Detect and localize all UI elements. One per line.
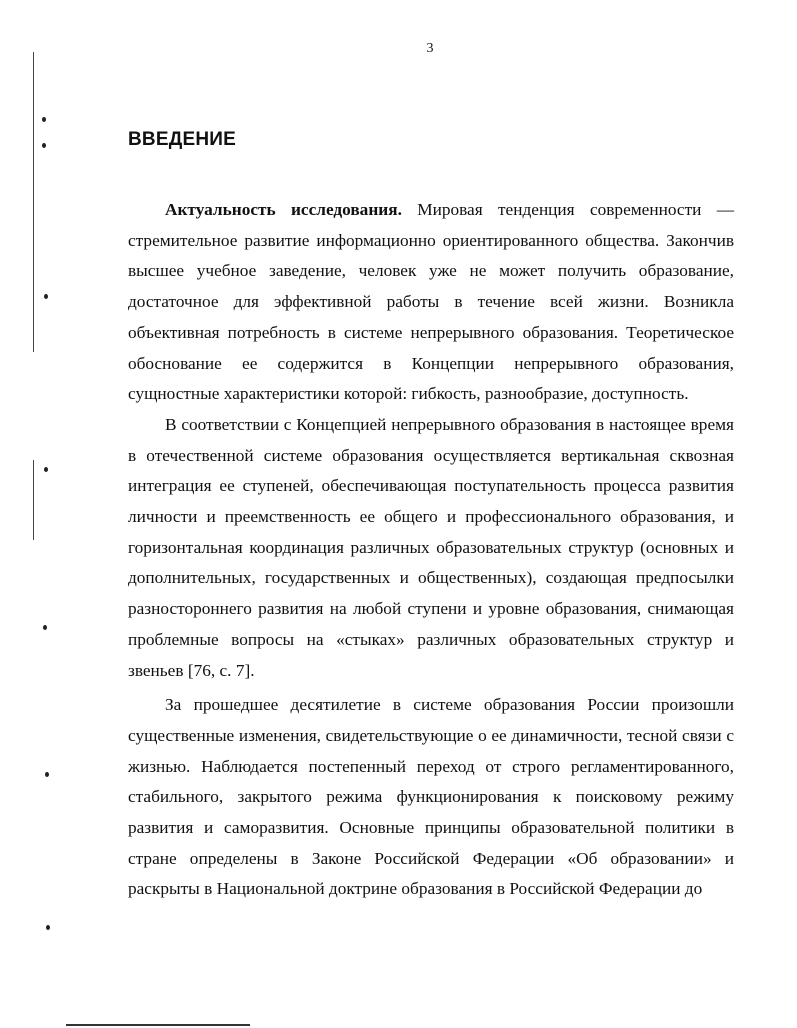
scan-dot <box>42 117 46 122</box>
paragraph-text: Мировая тенденция современности — стремительное развитие информационно ориентированного общества. Закончив высшее учебное заведение, человек уже не может получить образование, достаточное для эффективной работы в течение всей жизни. Возникла объективная потребность в системе непрерывного образования. Теоретическое обоснование ее содержится в Концепции непрерывного образования, сущностные характеристики которой: гибкость, разнообразие, доступность. <box>128 200 734 404</box>
paragraph-1 <box>128 195 734 410</box>
scan-margin-line <box>33 52 34 352</box>
scan-dot <box>42 143 46 148</box>
paragraph-lead: Актуальность исследования. <box>165 200 402 219</box>
paragraph-2: В соответствии с Концепцией непрерывного образования в настоящее время в отечественной системе образования осуществляется вертикальная сквозная интеграция ее ступеней, обеспечивающая поступательность процесса развития личности и преемственность ее общего и профессионального образования, и горизонтальная координация различных образовательных структур (основных и дополнительных, государственных и общественных), создающая предпосылки разностороннего развития на любой ступени и уровне образования, снимающая проблемные вопросы на «стыках» различных образовательных структур и звеньев [76, с. 7]. <box>128 414 734 680</box>
scan-dot <box>43 625 47 630</box>
scan-dot <box>44 294 48 299</box>
section-heading: ВВЕДЕНИЕ <box>128 129 236 150</box>
scan-dot <box>46 925 50 930</box>
page-number: 3 <box>426 41 434 56</box>
body-text <box>128 195 734 905</box>
scan-dot <box>45 772 49 777</box>
paragraph-3: За прошедшее десятилетие в системе образования России произошли существенные изменения, свидетельствующие о ее динамичности, тесной связи с жизнью. Наблюдается постепенный переход от строго регламентированного, стабильного, закрытого режима функционирования к поисковому режиму развития и саморазвития. Основные принципы образовательной политики в стране определены в Законе Российской Федерации «Об образовании» и раскрыты в Национальной доктрине образования в Российской Федерации до <box>128 695 734 899</box>
scan-bottom-line <box>66 1024 250 1026</box>
scan-dot <box>44 467 48 472</box>
scan-margin-line <box>33 460 34 540</box>
